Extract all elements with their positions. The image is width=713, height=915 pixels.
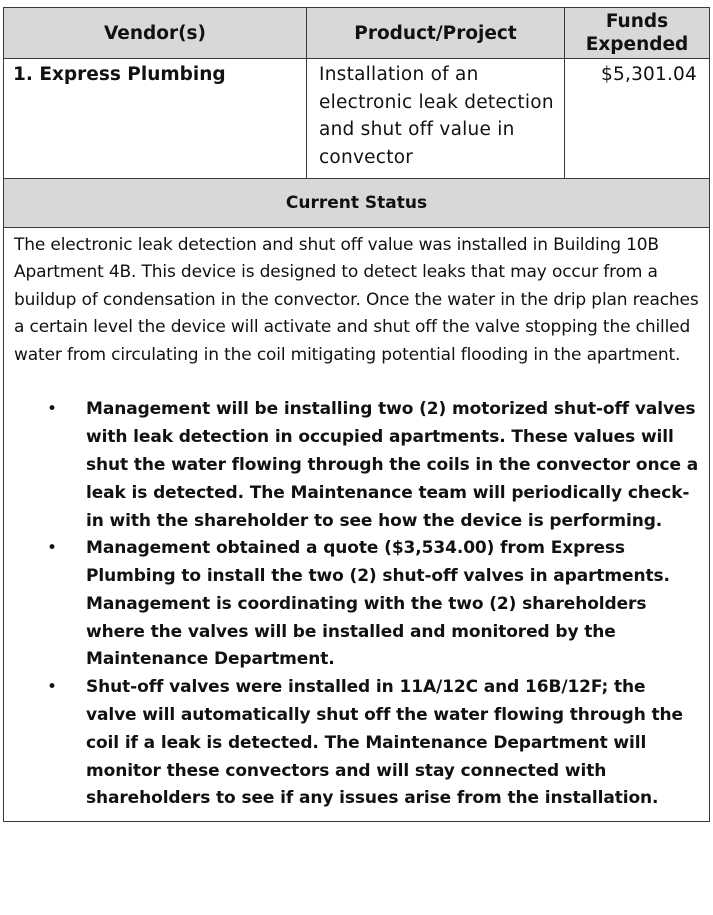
bullet-icon: •	[47, 399, 57, 420]
table-row	[4, 59, 710, 179]
status-body-row	[4, 227, 710, 821]
expenditure-table	[3, 7, 710, 822]
current-status-heading: Current Status	[4, 178, 710, 227]
bullet-text: Management will be installing two (2) motorized shut-off valves with leak detection in occupied apartments. These values will shut the water flowing through the coils in the convector once a leak is detected. The Maintenance team will periodically check-in with the shareholder to see how the device is performing.	[86, 399, 699, 531]
funds-column-header: Funds Expended	[565, 8, 710, 59]
vendor-cell: 1. Express Plumbing	[4, 59, 307, 179]
bullet-text: Shut-off valves were installed in 11A/12C and 16B/12F; the valve will automatically shut off the water flowing through the coil if a leak is detected. The Maintenance Department will monitor these convectors and will stay connected with shareholders to see if any issues arise from the installation.	[86, 677, 683, 809]
list-item	[14, 396, 701, 535]
list-item	[14, 535, 701, 674]
funds-cell: $5,301.04	[565, 59, 710, 179]
table-header-row	[4, 8, 710, 59]
status-paragraph: The electronic leak detection and shut off value was installed in Building 10B Apartment 4B. This device is designed to detect leaks that may occur from a buildup of condensation in the convector. Once the water in the drip plan reaches a certain level the device will activate and shut off the valve stopping the chilled water from circulating in the coil mitigating potential flooding in the apartment.	[14, 234, 699, 365]
bullet-icon: •	[47, 677, 57, 698]
status-bullet-list	[14, 396, 701, 813]
list-item	[14, 674, 701, 813]
bullet-icon: •	[47, 538, 57, 559]
status-header-row	[4, 178, 710, 227]
product-cell: Installation of an electronic leak detection and shut off value in convector	[307, 59, 565, 179]
bullet-text: Management obtained a quote ($3,534.00) from Express Plumbing to install the two (2) shut-off valves in apartments. Management is coordinating with the two (2) shareholders where the valves will be installed and monitored by the Maintenance Department.	[86, 538, 670, 670]
product-column-header: Product/Project	[307, 8, 565, 59]
status-body-cell	[4, 227, 710, 821]
vendor-column-header: Vendor(s)	[4, 8, 307, 59]
